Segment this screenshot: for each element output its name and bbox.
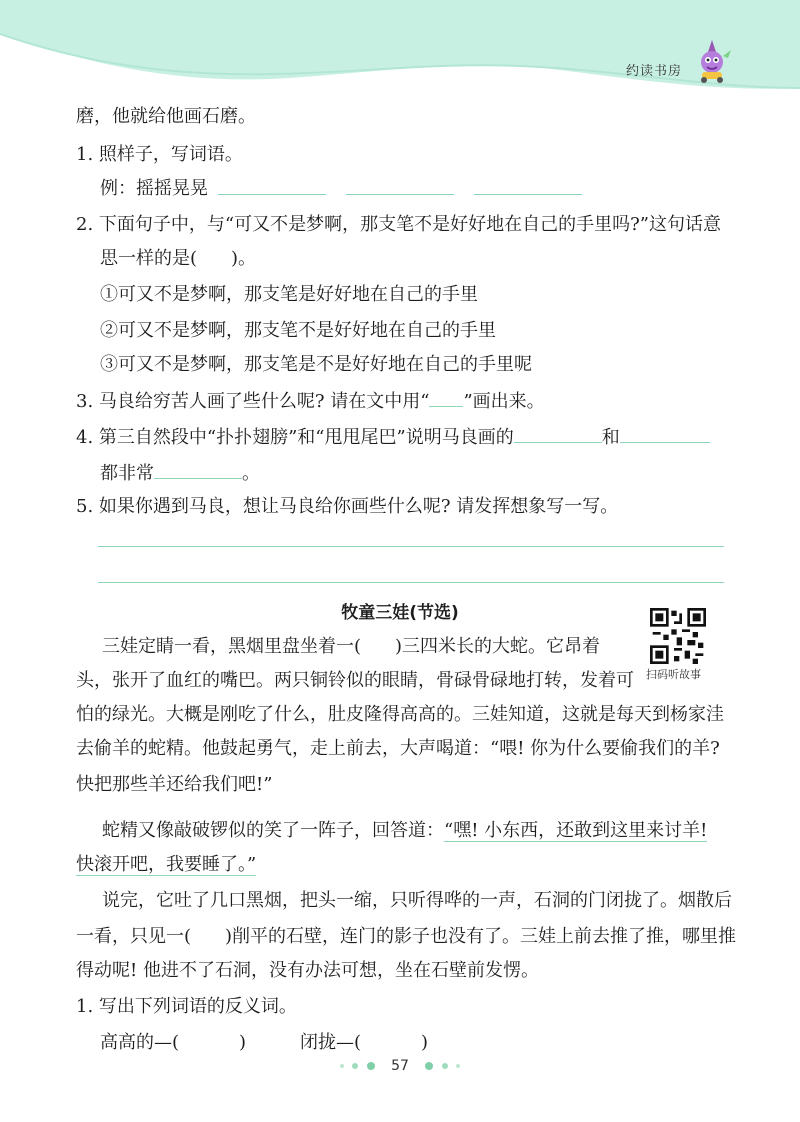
passage-p1-line1-a: 三娃定睛一看，黑烟里盘坐着一( [102, 636, 362, 657]
answer-line-q5-1[interactable] [98, 546, 724, 547]
passage-p3-line3: 得动呢! 他进不了石洞，没有办法可想，坐在石壁前发愣。 [76, 960, 539, 981]
footer-dot [456, 1064, 460, 1068]
passage-p1-line1 [102, 634, 600, 660]
question-1-example [100, 176, 208, 202]
passage-p2-line1-a: 蛇精又像敲破锣似的笑了一阵子，回答道： [102, 820, 444, 841]
qr-code-icon[interactable] [650, 608, 706, 664]
footer-dot [340, 1064, 344, 1068]
header-wave [0, 0, 800, 110]
question-2-line1: 2. 下面句子中，与“可又不是梦啊，那支笔不是好好地在自己的手里吗?”这句话意 [76, 214, 721, 235]
question-2-line2-text: 思一样的是( [100, 248, 198, 269]
passage-p1-line4: 去偷羊的蛇精。他鼓起勇气，走上前去，大声喝道：“喂! 你为什么要偷我们的羊? [76, 738, 720, 759]
question-5: 5. 如果你遇到马良，想让马良给你画些什么呢? 请发挥想象写一写。 [76, 496, 619, 517]
passage-p1-line1-b: )三四米长的大蛇。它昂着 [395, 636, 601, 657]
passage-p1-line3: 怕的绿光。大概是刚吃了什么，肚皮隆得高高的。三娃知道，这就是每天到杨家洼 [76, 704, 724, 725]
antonym-item-2-close: ) [421, 1032, 429, 1053]
passage-title: 牧童三娃(节选) [341, 603, 459, 623]
antonym-item-2-word: 闭拢—( [300, 1032, 362, 1053]
question-4-line1 [76, 422, 710, 451]
antonym-item-1-word: 高高的—( [100, 1032, 180, 1053]
question-2-line2 [100, 246, 256, 272]
underline-sample [429, 386, 463, 407]
question-4-line2-text: 都非常 [100, 463, 154, 484]
passage-question-1: 1. 写出下列词语的反义词。 [76, 996, 297, 1017]
answer-line-q5-2[interactable] [98, 582, 724, 583]
answer-blank-q4-2[interactable] [620, 422, 710, 443]
passage-p2-quote-part2: 快滚开吧，我要睡了。” [76, 854, 257, 875]
answer-blank-1[interactable] [218, 194, 326, 195]
passage-p1-line2: 头，张开了血红的嘴巴。两只铜铃似的眼睛，骨碌骨碌地打转，发着可 [76, 670, 634, 691]
antonym-item-2 [300, 1030, 428, 1056]
passage-p3-line2-a: 一看，只见一( [76, 926, 192, 947]
header-band [0, 0, 800, 110]
answer-blank-2[interactable] [346, 194, 454, 195]
question-4-line2 [100, 458, 260, 487]
question-1: 1. 照样子，写词语。 [76, 144, 243, 165]
antonym-item-1-close: ) [239, 1032, 247, 1053]
continuation-text: 磨，他就给他画石磨。 [76, 106, 256, 127]
passage-p3-line2 [76, 924, 736, 950]
page-number: 57 [391, 1058, 409, 1074]
antonym-item-1 [100, 1030, 246, 1056]
answer-blank-3[interactable] [474, 194, 582, 195]
answer-blank-q4-3[interactable] [154, 458, 242, 479]
answer-blank-q4-1[interactable] [514, 422, 602, 443]
passage-p3-line1: 说完，它吐了几口黑烟，把头一缩，只听得哗的一声，石洞的门闭拢了。烟散后 [102, 890, 732, 911]
passage-p2-line2 [76, 852, 256, 878]
footer-dot [352, 1063, 358, 1069]
question-3-text: 3. 马良给穷苦人画了些什么呢? 请在文中用“ [76, 391, 430, 412]
passage-p1-line5: 快把那些羊还给我们吧!” [76, 774, 273, 795]
footer-dot [367, 1062, 375, 1070]
question-3 [76, 386, 545, 415]
question-4-and: 和 [601, 427, 620, 448]
passage-p3-line2-b: )削平的石壁，连门的影子也没有了。三娃上前去推了推，哪里推 [225, 926, 737, 947]
qr-caption: 扫码听故事 [646, 668, 701, 681]
question-2-line2-close: )。 [231, 248, 257, 269]
footer-dot [442, 1063, 448, 1069]
passage-p2-quote-part1: “嘿! 小东西，还敢到这里来讨羊! [444, 820, 708, 841]
footer [0, 1058, 800, 1074]
question-3-close: ”画出来。 [463, 391, 545, 412]
question-4-period: 。 [242, 463, 260, 484]
passage-p2-line1 [102, 818, 707, 844]
header-title: 约读书房 [626, 64, 683, 79]
question-2-option-2: ②可又不是梦啊，那支笔不是好好地在自己的手里 [100, 320, 496, 341]
example-word: 例：摇摇晃晃 [100, 178, 208, 199]
question-4-text: 4. 第三自然段中“扑扑翅膀”和“甩甩尾巴”说明马良画的 [76, 427, 514, 448]
footer-dot [425, 1062, 433, 1070]
question-2-option-3: ③可又不是梦啊，那支笔是不是好好地在自己的手里呢 [100, 354, 532, 375]
mascot-icon [690, 38, 734, 84]
question-2-option-1: ①可又不是梦啊，那支笔是好好地在自己的手里 [100, 284, 478, 305]
